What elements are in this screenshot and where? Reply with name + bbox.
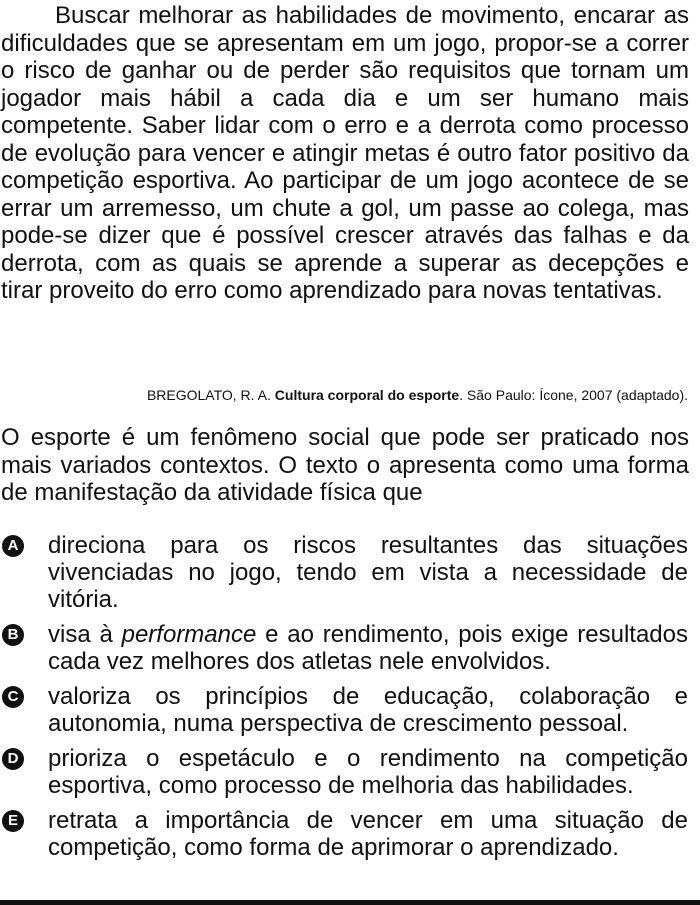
option-c[interactable]	[0, 683, 688, 737]
option-a-text: direciona para os riscos resultantes das situações vivenciadas no jogo, tendo em vista a necessidade de vitória.	[48, 532, 688, 613]
option-b-italic-term: performance	[121, 621, 257, 648]
option-a[interactable]	[0, 532, 688, 613]
option-e[interactable]	[0, 807, 688, 861]
option-e-text: retrata a importância de vencer em uma situação de competição, como forma de aprimorar o aprendizado.	[48, 807, 688, 861]
citation-details: . São Paulo: Ícone, 2007 (adaptado).	[459, 387, 688, 403]
option-e-badge: E	[2, 810, 24, 832]
source-citation	[0, 386, 688, 404]
option-b-badge: B	[2, 624, 24, 646]
option-b-text-start: visa à	[48, 621, 122, 648]
answer-options	[0, 532, 700, 869]
option-b-text-end: e ao rendimento, pois exige resultados cada vez melhores dos atletas nele envolvidos.	[48, 621, 688, 675]
bottom-divider	[0, 900, 700, 905]
option-d-badge: D	[2, 748, 24, 770]
passage-text: Buscar melhorar as habilidades de movimento, encarar as dificuldades que se apresentam em um jogo, propor-se a correr o risco de ganhar ou de perder são requisitos que tornam um jogador mais hábil a cada dia e um ser humano mais competente. Saber lidar com o erro e a derrota como processo de evolução para vencer e atingir metas é outro fator positivo da competição esportiva. Ao participar de um jogo acontece de se errar um arremesso, um chute a gol, um passe ao colega, mas pode-se dizer que é possível crescer através das falhas e da derrota, com as quais se aprende a superar as decepções e tirar proveito do erro como aprendizado para novas tentativas.	[1, 2, 689, 304]
citation-title: Cultura corporal do esporte	[274, 387, 460, 403]
option-c-text: valoriza os princípios de educação, colaboração e autonomia, numa perspectiva de crescimento pessoal.	[48, 683, 688, 737]
option-d-text: prioriza o espetáculo e o rendimento na competição esportiva, como processo de melhoria das habilidades.	[48, 745, 688, 799]
option-c-badge: C	[2, 686, 24, 708]
option-d[interactable]	[0, 745, 688, 799]
option-b[interactable]	[0, 621, 688, 675]
question-stem: O esporte é um fenômeno social que pode ser praticado nos mais variados contextos. O texto o apresenta como uma forma de manifestação da atividade física que	[1, 424, 689, 506]
option-a-badge: A	[2, 535, 24, 557]
citation-author: BREGOLATO, R. A.	[146, 387, 275, 403]
